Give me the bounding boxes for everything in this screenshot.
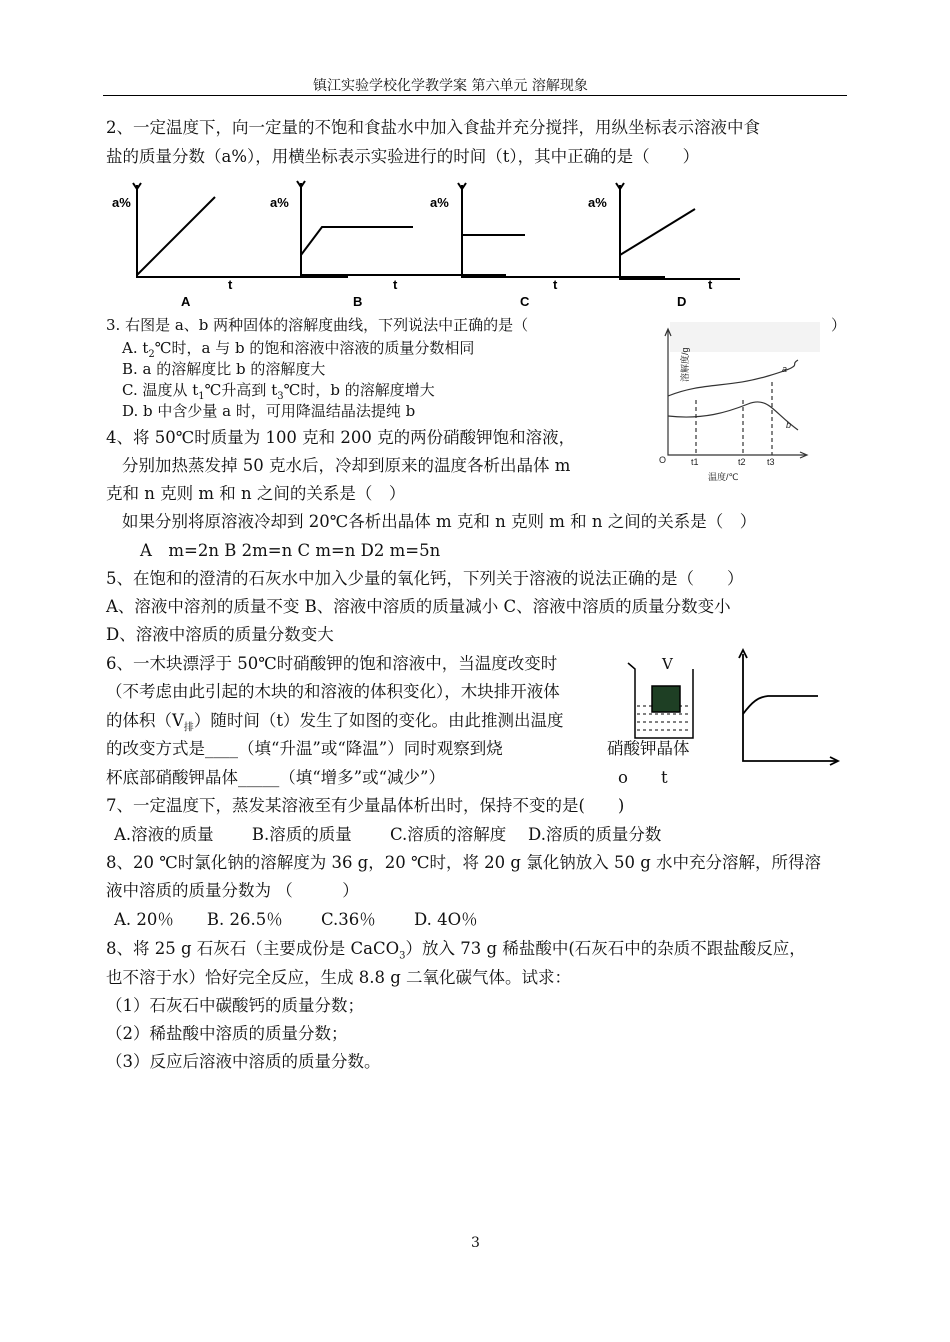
q2-graphs	[100, 175, 740, 315]
q2-graph-d-line	[620, 209, 695, 255]
page-number: 3	[471, 1235, 480, 1251]
q2-graph-d-axes	[620, 185, 740, 279]
q2-graph-b-axes	[301, 183, 506, 275]
q6-beaker	[625, 660, 705, 742]
q2-b-xlabel: t	[393, 277, 398, 292]
q3-graph-t3: t3	[767, 457, 775, 467]
q4-line4: 如果分别将原溶液冷却到 20℃各析出晶体 m 克和 n 克则 m 和 n 之间的关系是（ ）	[122, 512, 757, 531]
page-header: 镇江实验学校化学教学案 第六单元 溶解现象	[313, 78, 588, 94]
q3-stem-close: ）	[831, 316, 847, 334]
q6-wood-block	[652, 686, 680, 712]
q2-option-b: B	[353, 294, 363, 309]
q3-graph-label-b: b	[786, 420, 792, 430]
q2-d-xlabel: t	[708, 277, 713, 292]
q6-graph-axes	[743, 654, 836, 761]
q6-graph-curve	[743, 696, 818, 714]
q6-origin-label: o	[618, 768, 628, 787]
q7-options: A.溶液的质量 B.溶质的质量 C.溶质的溶解度 D.溶质的质量分数	[114, 825, 662, 844]
q2-option-d: D	[677, 294, 687, 309]
q6-t-label: t	[661, 768, 668, 787]
q2-b-ylabel: a%	[270, 195, 289, 210]
q2-c-xlabel: t	[553, 277, 558, 292]
q3-curve-b	[668, 402, 798, 430]
q2-a-xlabel: t	[228, 277, 233, 292]
q6-line5: 杯底部硝酸钾晶体_____（填“增多”或“减少”）	[106, 768, 445, 787]
q6-line3: 的体积$(V_排)$随时间（t）发生了如图的变化。由此推测出温度	[106, 711, 564, 734]
q5-option-d: D、溶液中溶质的质量分数变大	[106, 625, 334, 644]
q3-graph-t2: t2	[738, 457, 746, 467]
q4-line2: 分别加热蒸发掉 50 克水后，冷却到原来的温度各析出晶体 m	[122, 456, 571, 475]
q8b-sub2: （2）稀盐酸中溶质的质量分数；	[106, 1024, 348, 1043]
q3-graph-xlabel: 温度/℃	[708, 472, 739, 482]
q8a-line2: 液中溶质的质量分数为 （ ）	[106, 881, 359, 900]
q6-line1: 6、一木块漂浮于 50℃时硝酸钾的饱和溶液中，当温度改变时	[106, 654, 558, 673]
q2-line1: 2、一定温度下，向一定量的不饱和食盐水中加入食盐并充分搅拌，用纵坐标表示溶液中食	[106, 118, 760, 137]
q5-stem: 5、在饱和的澄清的石灰水中加入少量的氧化钙，下列关于溶液的说法正确的是（ ）	[106, 569, 744, 588]
q2-d-ylabel: a%	[588, 195, 607, 210]
q7-stem: 7、一定温度下，蒸发某溶液至有少量晶体析出时，保持不变的是( )	[106, 796, 625, 815]
q3-option-a: A. $t_2℃$时，a 与 b 的饱和溶液中溶液的质量分数相同	[122, 339, 475, 360]
q8a-options: A. 20％ B. 26.5％ C.36％ D. 4O％	[114, 910, 478, 929]
q3-option-b: B. a 的溶解度比 b 的溶解度大	[122, 360, 326, 378]
q2-graph-a-line	[137, 197, 215, 275]
q4-line1: 4、将 50℃时质量为 100 克和 200 克的两份硝酸钾饱和溶液，	[106, 428, 576, 447]
q3-option-c: C. 温度从 $t_1℃$升高到 $t_3℃$时，b 的溶解度增大	[122, 381, 435, 402]
q3-graph-label-a: a	[782, 364, 788, 374]
q6-line2: （不考虑由此引起的木块的和溶液的体积变化），木块排开液体	[106, 682, 560, 701]
q6-line4: 的改变方式是____（填“升温”或“降温”）同时观察到烧	[106, 739, 503, 758]
q2-graph-a-axes	[137, 185, 348, 277]
q8b-sub3: （3）反应后溶液中溶质的质量分数。	[106, 1052, 381, 1071]
q2-line2: 盐的质量分数（a%），用横坐标表示实验进行的时间（t），其中正确的是（ ）	[106, 147, 700, 166]
q6-v-label: V	[662, 655, 673, 673]
q5-options-abc: A、溶液中溶剂的质量不变 B、溶液中溶质的质量减小 C、溶液中溶质的质量分数变小	[106, 597, 731, 616]
q4-options: A m=2n B 2m=n C m=n D2 m=5n	[140, 541, 441, 560]
q6-volume-graph	[732, 644, 842, 768]
q8a-line1: 8、20 ℃时氯化钠的溶解度为 36 g，20 ℃时，将 20 g 氯化钠放入 50 g 水中充分溶解，所得溶	[106, 853, 822, 872]
q2-graph-c-axes	[462, 185, 665, 277]
q2-a-ylabel: a%	[112, 195, 131, 210]
q3-graph-ylabel: 溶解度/g	[680, 347, 690, 382]
q3-option-d: D. b 中含少量 a 时，可用降温结晶法提纯 b	[122, 402, 416, 420]
q2-option-c: C	[520, 294, 530, 309]
q4-line3: 克和 n 克则 m 和 n 之间的关系是（ ）	[106, 484, 406, 503]
q3-graph-t1: t1	[691, 457, 699, 467]
q2-option-a: A	[181, 294, 191, 309]
q8b-sub1: （1）石灰石中碳酸钙的质量分数；	[106, 996, 364, 1015]
q8b-line1: 8、将 25 g 石灰石（主要成份是 CaCO$_3$）放入 73 g 稀盐酸中(石灰石中的杂质不跟盐酸反应，	[106, 939, 806, 962]
header-rule	[103, 95, 847, 96]
q3-solubility-graph	[648, 320, 823, 485]
q8b-line2: 也不溶于水）恰好完全反应，生成 8.8 g 二氧化碳气体。试求：	[106, 968, 572, 987]
q3-stem: 3. 右图是 a、b 两种固体的溶解度曲线，下列说法中正确的是（	[106, 316, 529, 334]
q3-graph-origin: O	[659, 455, 667, 465]
q6-crystal-label: 硝酸钾晶体	[607, 739, 690, 758]
q2-c-ylabel: a%	[430, 195, 449, 210]
q2-graph-b-line	[301, 227, 413, 255]
